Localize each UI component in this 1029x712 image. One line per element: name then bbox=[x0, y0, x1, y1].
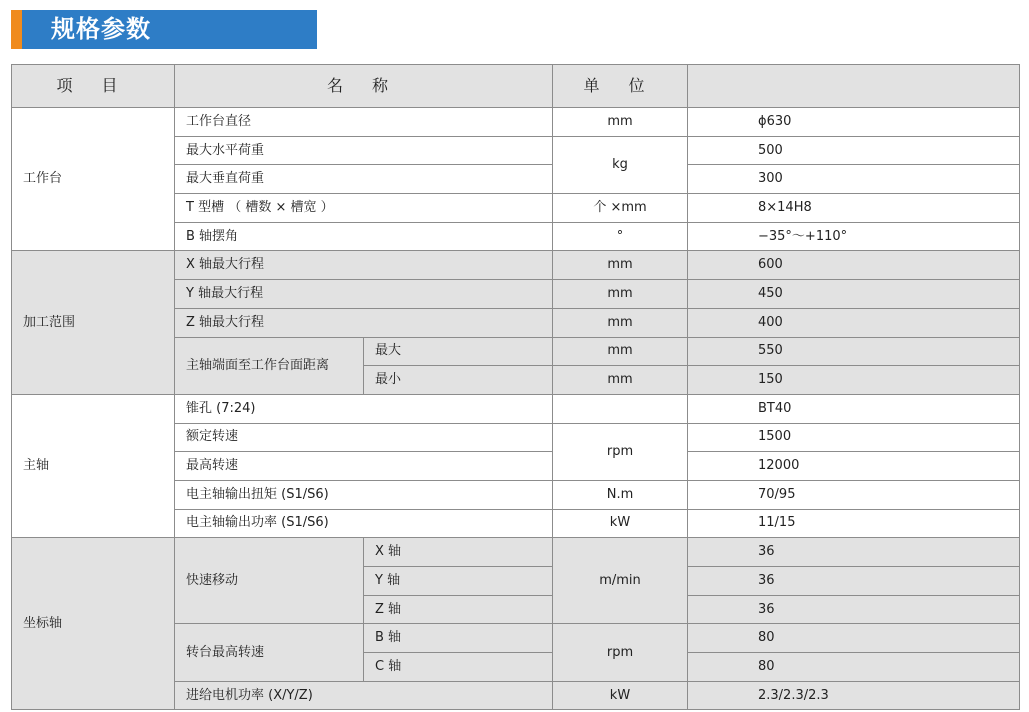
row-value: 500 bbox=[688, 136, 1020, 165]
row-value: 400 bbox=[688, 308, 1020, 337]
row-name: 快速移动 bbox=[175, 538, 364, 624]
header-unit: 单 位 bbox=[553, 65, 688, 108]
table-row bbox=[12, 538, 1020, 567]
page-title: 规格参数 bbox=[51, 15, 151, 43]
row-unit: ° bbox=[553, 222, 688, 251]
row-value: 150 bbox=[688, 366, 1020, 395]
row-value: 36 bbox=[688, 538, 1020, 567]
row-value: 80 bbox=[688, 653, 1020, 682]
row-value: 36 bbox=[688, 595, 1020, 624]
row-unit: rpm bbox=[553, 624, 688, 681]
row-unit: kW bbox=[553, 509, 688, 538]
row-value: ϕ630 bbox=[688, 108, 1020, 137]
row-name: 最高转速 bbox=[175, 452, 553, 481]
spec-table bbox=[11, 64, 1020, 710]
row-name: 进给电机功率 (X/Y/Z) bbox=[175, 681, 553, 710]
row-unit: mm bbox=[553, 366, 688, 395]
row-name: Y 轴最大行程 bbox=[175, 280, 553, 309]
row-unit: mm bbox=[553, 280, 688, 309]
row-subname: Z 轴 bbox=[364, 595, 553, 624]
row-value: 36 bbox=[688, 567, 1020, 596]
section-title-bar bbox=[11, 10, 317, 49]
row-unit: 个 ×mm bbox=[553, 194, 688, 223]
row-unit: mm bbox=[553, 308, 688, 337]
group-label-worktable: 工作台 bbox=[12, 108, 175, 251]
row-name: 最大水平荷重 bbox=[175, 136, 553, 165]
row-unit: mm bbox=[553, 337, 688, 366]
group-label-range: 加工范围 bbox=[12, 251, 175, 394]
row-value: 1500 bbox=[688, 423, 1020, 452]
row-value: 12000 bbox=[688, 452, 1020, 481]
table-row bbox=[12, 108, 1020, 137]
row-unit: rpm bbox=[553, 423, 688, 480]
row-value: 8×14H8 bbox=[688, 194, 1020, 223]
row-name: T 型槽 （ 槽数 × 槽宽 ） bbox=[175, 194, 553, 223]
row-subname: 最小 bbox=[364, 366, 553, 395]
row-subname: Y 轴 bbox=[364, 567, 553, 596]
header-name: 名 称 bbox=[175, 65, 553, 108]
row-name: 最大垂直荷重 bbox=[175, 165, 553, 194]
row-value: 70/95 bbox=[688, 480, 1020, 509]
row-value: 550 bbox=[688, 337, 1020, 366]
row-unit bbox=[553, 394, 688, 423]
header-item: 项 目 bbox=[12, 65, 175, 108]
row-name: 转台最高转速 bbox=[175, 624, 364, 681]
row-unit: mm bbox=[553, 108, 688, 137]
row-unit: kg bbox=[553, 136, 688, 193]
row-name: Z 轴最大行程 bbox=[175, 308, 553, 337]
row-name: 主轴端面至工作台面距离 bbox=[175, 337, 364, 394]
row-value: 2.3/2.3/2.3 bbox=[688, 681, 1020, 710]
group-label-spindle: 主轴 bbox=[12, 394, 175, 537]
row-unit: m/min bbox=[553, 538, 688, 624]
row-name: 锥孔 (7:24) bbox=[175, 394, 553, 423]
row-value: 300 bbox=[688, 165, 1020, 194]
title-accent-stripe bbox=[11, 10, 22, 49]
row-name: 工作台直径 bbox=[175, 108, 553, 137]
row-value: 11/15 bbox=[688, 509, 1020, 538]
table-row bbox=[12, 394, 1020, 423]
row-name: X 轴最大行程 bbox=[175, 251, 553, 280]
row-value: 600 bbox=[688, 251, 1020, 280]
table-header-row bbox=[12, 65, 1020, 108]
row-subname: 最大 bbox=[364, 337, 553, 366]
row-value: 450 bbox=[688, 280, 1020, 309]
row-subname: B 轴 bbox=[364, 624, 553, 653]
row-subname: C 轴 bbox=[364, 653, 553, 682]
row-value: −35°～+110° bbox=[688, 222, 1020, 251]
header-value bbox=[688, 65, 1020, 108]
table-row bbox=[12, 251, 1020, 280]
row-name: 电主轴输出扭矩 (S1/S6) bbox=[175, 480, 553, 509]
row-subname: X 轴 bbox=[364, 538, 553, 567]
row-unit: N.m bbox=[553, 480, 688, 509]
row-value: 80 bbox=[688, 624, 1020, 653]
group-label-axis: 坐标轴 bbox=[12, 538, 175, 710]
row-unit: kW bbox=[553, 681, 688, 710]
row-unit: mm bbox=[553, 251, 688, 280]
row-value: BT40 bbox=[688, 394, 1020, 423]
row-name: 电主轴输出功率 (S1/S6) bbox=[175, 509, 553, 538]
row-name: B 轴摆角 bbox=[175, 222, 553, 251]
row-name: 额定转速 bbox=[175, 423, 553, 452]
